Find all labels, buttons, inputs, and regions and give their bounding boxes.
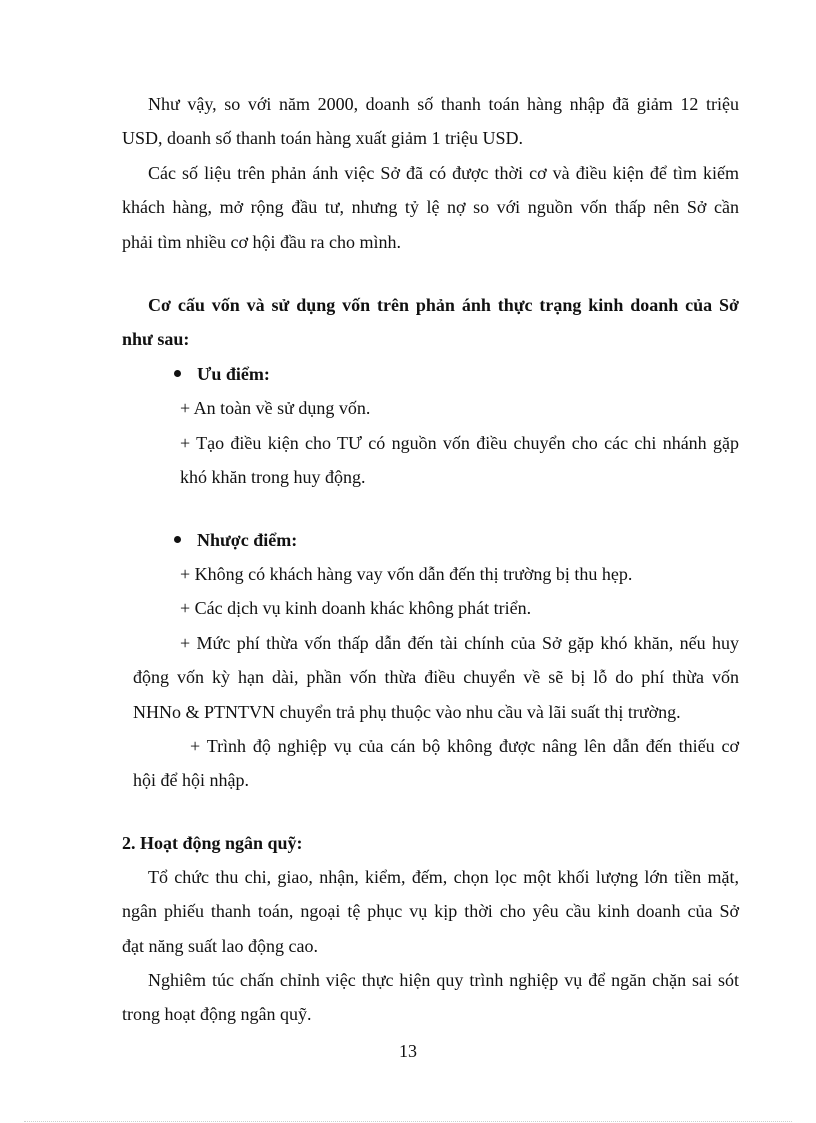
disadvantages-item-7: hội để hội nhập.: [133, 770, 249, 790]
paragraph-1-line-1: Như vậy, so với năm 2000, doanh số thanh toán hàng nhập đã giảm 12 triệu: [148, 94, 739, 114]
section-2-line-2: ngân phiếu thanh toán, ngoại tệ phục vụ kịp thời cho yêu cầu kinh doanh của Sở: [122, 901, 739, 921]
paragraph-2-line-2: khách hàng, mở rộng đầu tư, nhưng tỷ lệ nợ so với nguồn vốn thấp nên Sở cần: [122, 197, 739, 217]
disadvantages-item-4: động vốn kỳ hạn dài, phần vốn thừa điều chuyển về sẽ bị lỗ do phí thừa vốn: [133, 667, 739, 687]
advantages-heading: Ưu điểm:: [197, 364, 270, 384]
bullet-icon: [174, 536, 181, 543]
disadvantages-item-6: + Trình độ nghiệp vụ của cán bộ không được nâng lên dẫn đến thiếu cơ: [190, 736, 739, 756]
advantages-item-1: + An toàn về sử dụng vốn.: [180, 398, 371, 418]
section-2-line-4: Nghiêm túc chấn chỉnh việc thực hiện quy trình nghiệp vụ để ngăn chặn sai sót: [148, 970, 739, 990]
section-2-line-1: Tổ chức thu chi, giao, nhận, kiểm, đếm, chọn lọc một khối lượng lớn tiền mặt,: [148, 867, 739, 887]
summary-heading-line-1: Cơ cấu vốn và sử dụng vốn trên phản ánh thực trạng kinh doanh của Sở: [148, 295, 739, 315]
section-2-line-5: trong hoạt động ngân quỹ.: [122, 1004, 312, 1024]
bullet-icon: [174, 370, 181, 377]
advantages-item-2: + Tạo điều kiện cho TƯ có nguồn vốn điều chuyển cho các chi nhánh gặp: [180, 433, 739, 453]
disadvantages-item-2: + Các dịch vụ kinh doanh khác không phát triển.: [180, 598, 532, 618]
paragraph-2-line-3: phải tìm nhiều cơ hội đầu ra cho mình.: [122, 232, 401, 252]
paragraph-1-line-2: USD, doanh số thanh toán hàng xuất giảm 1 triệu USD.: [122, 128, 523, 148]
paragraph-2-line-1: Các số liệu trên phản ánh việc Sở đã có được thời cơ và điều kiện để tìm kiếm: [148, 163, 739, 183]
page-bottom-divider: [24, 1121, 792, 1122]
disadvantages-item-3: + Mức phí thừa vốn thấp dẫn đến tài chính của Sở gặp khó khăn, nếu huy: [180, 633, 739, 653]
advantages-item-3: khó khăn trong huy động.: [180, 467, 366, 487]
disadvantages-item-5: NHNo & PTNTVN chuyển trả phụ thuộc vào nhu cầu và lãi suất thị trường.: [133, 702, 681, 722]
section-2-line-3: đạt năng suất lao động cao.: [122, 936, 318, 956]
disadvantages-heading: Nhược điểm:: [197, 530, 298, 550]
section-2-heading: 2. Hoạt động ngân quỹ:: [122, 833, 303, 853]
summary-heading-line-2: như sau:: [122, 329, 190, 349]
disadvantages-item-1: + Không có khách hàng vay vốn dẫn đến thị trường bị thu hẹp.: [180, 564, 633, 584]
page-number: 13: [399, 1041, 417, 1061]
